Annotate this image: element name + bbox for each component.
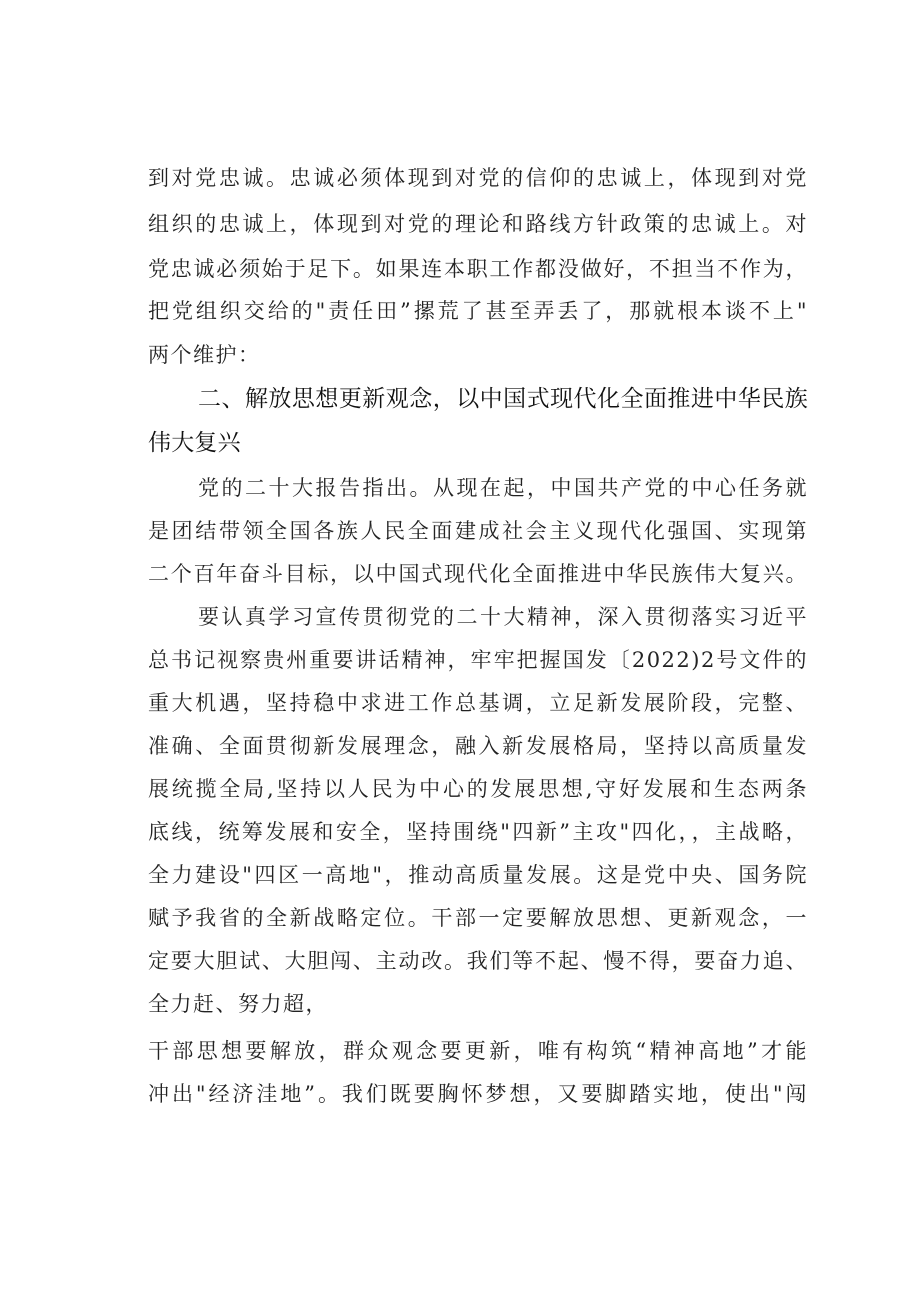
paragraph-line: 是团结带领全国各族人民全面建成社会主义现代化强国、实现第: [148, 519, 808, 543]
paragraph-line: 全力赶、努力超，: [148, 992, 328, 1016]
paragraph-line: 组织的忠诚上，体现到对党的理论和路线方针政策的忠诚上。对: [148, 212, 808, 236]
paragraph-line: 干部思想要解放，群众观念要更新，唯有构筑“精神高地”才能: [148, 1039, 808, 1063]
paragraph-line: 冲出"经济洼地”。我们既要胸怀梦想，又要脚踏实地，使出"闯: [148, 1082, 808, 1106]
paragraph-line: 全力建设"四区一高地"，推动高质量发展。这是党中央、国务院: [148, 863, 808, 887]
section-heading: 伟大复兴: [148, 430, 241, 456]
paragraph-line: 两个维护：: [148, 343, 261, 367]
paragraph-line: 准确、全面贯彻新发展理念，融入新发展格局，坚持以高质量发: [148, 734, 808, 758]
paragraph-line: 党忠诚必须始于足下。如果连本职工作都没做好，不担当不作为，: [148, 257, 808, 281]
paragraph-line: 定要大胆试、大胆闯、主动改。我们等不起、慢不得，要奋力追、: [148, 949, 808, 973]
paragraph-line: 二个百年奋斗目标，以中国式现代化全面推进中华民族伟大复兴。: [148, 562, 808, 586]
paragraph-line: 底线，统筹发展和安全，坚持围绕"四新”主攻"四化，，主战略，: [148, 820, 808, 844]
paragraph-line: 展统揽全局,坚持以人民为中心的发展思想,守好发展和生态两条: [148, 777, 808, 801]
paragraph-line: 要认真学习宣传贯彻党的二十大精神，深入贯彻落实习近平: [198, 605, 808, 629]
paragraph-line: 到对党忠诚。忠诚必须体现到对党的信仰的忠诚上，体现到对党: [148, 166, 808, 190]
paragraph-line: 重大机遇，坚持稳中求进工作总基调，立足新发展阶段，完整、: [148, 691, 808, 715]
section-heading: 二、解放思想更新观念，以中国式现代化全面推进中华民族: [198, 386, 808, 412]
paragraph-line: 党的二十大报告指出。从现在起，中国共产党的中心任务就: [198, 476, 808, 500]
paragraph-line: 把党组织交给的"责任田”摞荒了甚至弄丢了，那就根本谈不上": [148, 299, 808, 323]
paragraph-line: 总书记视察贵州重要讲话精神，牢牢把握国发〔2022)2号文件的: [148, 648, 808, 672]
paragraph-line: 赋予我省的全新战略定位。干部一定要解放思想、更新观念，一: [148, 906, 808, 930]
